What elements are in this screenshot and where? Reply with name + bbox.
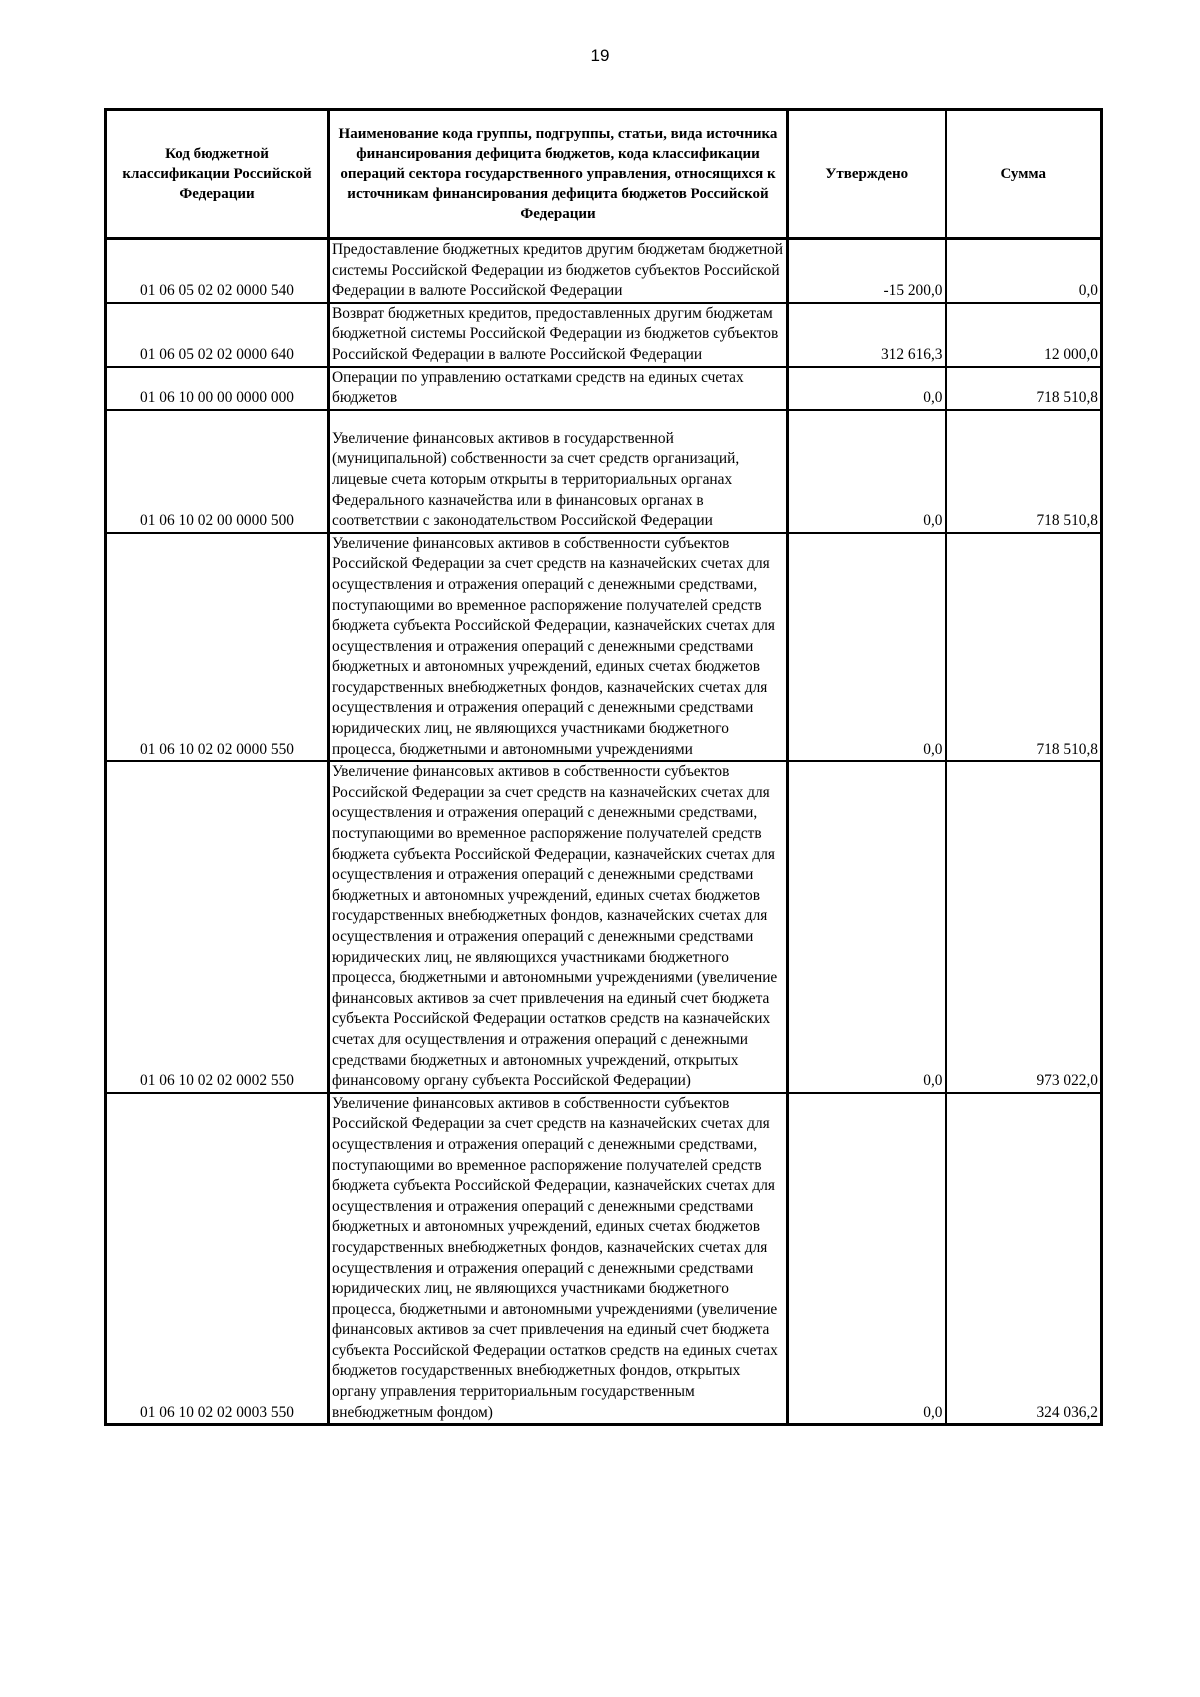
row-sum: 718 510,8	[946, 410, 1102, 533]
header-code: Код бюджетной классификации Российской Федерации	[106, 110, 329, 239]
header-name: Наименование кода группы, подгруппы, статьи, вида источника финансирования дефицита бюджетов, кода классификации операций сектора государственного управления, относящихся к источникам финансирования дефицита бюджетов Российской Федерации	[329, 110, 788, 239]
row-sum: 718 510,8	[946, 533, 1102, 762]
row-sum: 324 036,2	[946, 1093, 1102, 1425]
table-row	[106, 410, 1102, 533]
row-code: 01 06 10 02 00 0000 500	[106, 410, 329, 533]
row-code: 01 06 05 02 02 0000 540	[106, 239, 329, 303]
row-name: Увеличение финансовых активов в собственности субъектов Российской Федерации за счет средств на казначейских счетах для осуществления и отражения операций с денежными средствами, поступающими во временное распоряжение получателей средств бюджета субъекта Российской Федерации, казначейских счетах для осуществления и отражения операций с денежными средствами бюджетных и автономных учреждений, единых счетах бюджетов государственных внебюджетных фондов, казначейских счетах для осуществления и отражения операций с денежными средствами юридических лиц, не являющихся участниками бюджетного процесса, бюджетными и автономными учреждениями (увеличение финансовых активов за счет привлечения на единый счет бюджета субъекта Российской Федерации остатков средств на единых счетах бюджетов государственных внебюджетных фондов, открытых органу управления территориальным государственным внебюджетным фондом)	[329, 1093, 788, 1425]
budget-sources-table	[104, 108, 1103, 1426]
row-name: Увеличение финансовых активов в государственной (муниципальной) собственности за счет средств организаций, лицевые счета которым открыты в территориальных органах Федерального казначейства или в финансовых органах в соответствии с законодательством Российской Федерации	[329, 410, 788, 533]
table-row	[106, 239, 1102, 303]
table-row	[106, 1093, 1102, 1425]
row-name: Увеличение финансовых активов в собственности субъектов Российской Федерации за счет средств на казначейских счетах для осуществления и отражения операций с денежными средствами, поступающими во временное распоряжение получателей средств бюджета субъекта Российской Федерации, казначейских счетах для осуществления и отражения операций с денежными средствами бюджетных и автономных учреждений, единых счетах бюджетов государственных внебюджетных фондов, казначейских счетах для осуществления и отражения операций с денежными средствами юридических лиц, не являющихся участниками бюджетного процесса, бюджетными и автономными учреждениями (увеличение финансовых активов за счет привлечения на единый счет бюджета субъекта Российской Федерации остатков средств на казначейских счетах для осуществления и отражения операций с денежными средствами бюджетных и автономных учреждений, открытых финансовому органу субъекта Российской Федерации)	[329, 761, 788, 1093]
header-approved: Утверждено	[788, 110, 946, 239]
row-sum: 12 000,0	[946, 303, 1102, 367]
header-sum: Сумма	[946, 110, 1102, 239]
row-approved: 0,0	[788, 533, 946, 762]
table-row	[106, 761, 1102, 1093]
row-code: 01 06 10 00 00 0000 000	[106, 367, 329, 410]
row-approved: 0,0	[788, 410, 946, 533]
row-sum: 0,0	[946, 239, 1102, 303]
table-row	[106, 533, 1102, 762]
table-row	[106, 367, 1102, 410]
row-code: 01 06 10 02 02 0000 550	[106, 533, 329, 762]
row-code: 01 06 05 02 02 0000 640	[106, 303, 329, 367]
row-code: 01 06 10 02 02 0003 550	[106, 1093, 329, 1425]
row-approved: -15 200,0	[788, 239, 946, 303]
row-approved: 312 616,3	[788, 303, 946, 367]
table-header-row	[106, 110, 1102, 239]
row-code: 01 06 10 02 02 0002 550	[106, 761, 329, 1093]
row-name: Увеличение финансовых активов в собственности субъектов Российской Федерации за счет средств на казначейских счетах для осуществления и отражения операций с денежными средствами, поступающими во временное распоряжение получателей средств бюджета субъекта Российской Федерации, казначейских счетах для осуществления и отражения операций с денежными средствами бюджетных и автономных учреждений, единых счетах бюджетов государственных внебюджетных фондов, казначейских счетах для осуществления и отражения операций с денежными средствами юридических лиц, не являющихся участниками бюджетного процесса, бюджетными и автономными учреждениями	[329, 533, 788, 762]
row-name: Возврат бюджетных кредитов, предоставленных другим бюджетам бюджетной системы Российской Федерации из бюджетов субъектов Российской Федерации в валюте Российской Федерации	[329, 303, 788, 367]
page-number: 19	[590, 46, 610, 65]
row-approved: 0,0	[788, 367, 946, 410]
row-sum: 973 022,0	[946, 761, 1102, 1093]
table-row	[106, 303, 1102, 367]
row-name: Операции по управлению остатками средств на единых счетах бюджетов	[329, 367, 788, 410]
row-approved: 0,0	[788, 1093, 946, 1425]
row-name: Предоставление бюджетных кредитов другим бюджетам бюджетной системы Российской Федерации из бюджетов субъектов Российской Федерации в валюте Российской Федерации	[329, 239, 788, 303]
row-sum: 718 510,8	[946, 367, 1102, 410]
row-approved: 0,0	[788, 761, 946, 1093]
